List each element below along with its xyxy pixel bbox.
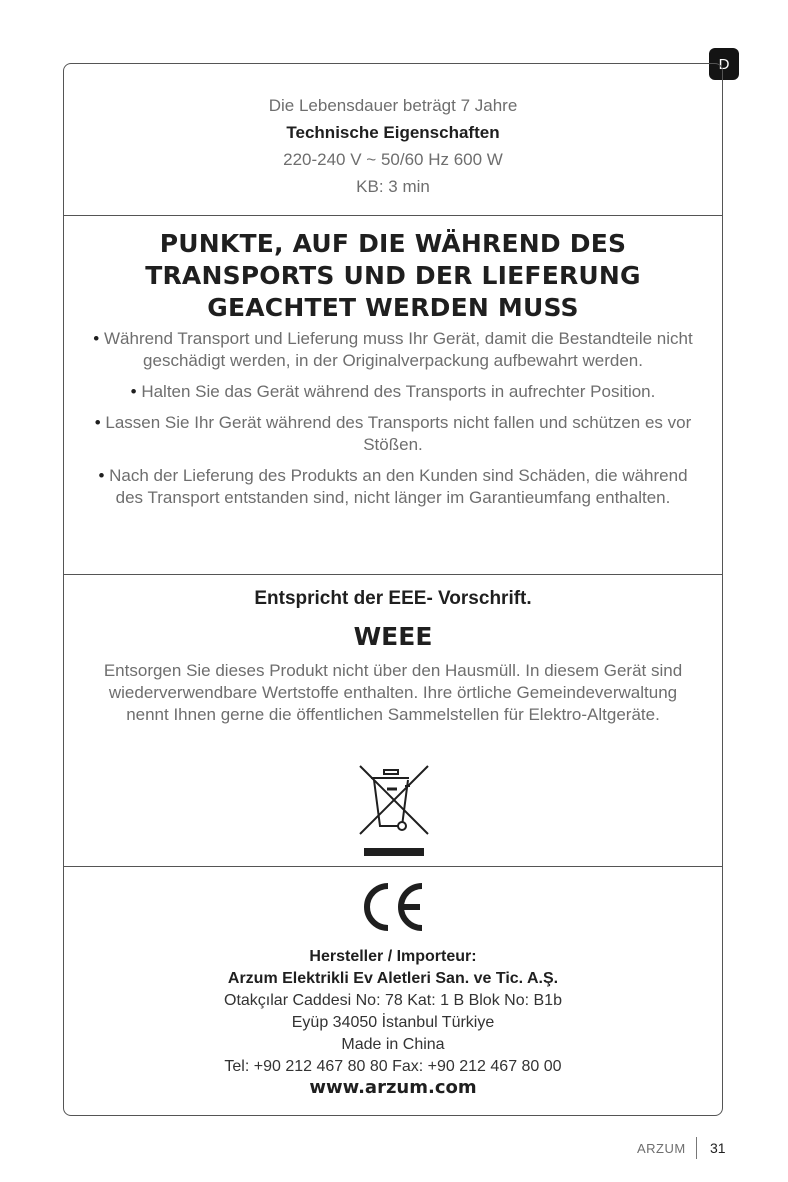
content-box <box>63 63 723 1116</box>
page-number: 31 <box>710 1140 726 1156</box>
weee-section <box>64 586 722 726</box>
website-link[interactable]: www.arzum.com <box>309 1077 477 1098</box>
footer-divider <box>696 1137 697 1159</box>
divider <box>64 866 722 867</box>
specs-text: 220-240 V ~ 50/60 Hz 600 W <box>283 150 503 169</box>
heading-line: PUNKTE, AUF DIE WÄHREND DES <box>159 229 627 258</box>
page-footer <box>620 1137 730 1159</box>
bullet-item: • Nach der Lieferung des Produkts an den Kunden sind Schäden, die während des Transport entstanden sind, nicht länger im Garantieumfang enthalten. <box>98 466 688 507</box>
crossed-out-wheelie-bin-icon <box>358 764 430 860</box>
tech-title: Technische Eigenschaften <box>286 123 500 142</box>
bullet-item: • Halten Sie das Gerät während des Transports in aufrechter Position. <box>130 382 656 401</box>
technical-section <box>64 92 722 200</box>
bullet-text: Während Transport und Lieferung muss Ihr Gerät, damit die Bestandteile nicht geschädigt werden, in der Originalverpackung aufbewahrt werden. <box>103 329 693 370</box>
language-tab: D <box>709 48 739 80</box>
address-line-2: Eyüp 34050 İstanbul Türkiye <box>291 1014 495 1031</box>
divider <box>64 215 722 216</box>
heading-line: TRANSPORTS UND DER LIEFERUNG <box>145 261 641 290</box>
company-name: Arzum Elektrikli Ev Aletleri San. ve Tic. A.Ş. <box>227 970 559 987</box>
made-in: Made in China <box>341 1036 445 1053</box>
heading-line: GEACHTET WERDEN MUSS <box>207 293 579 322</box>
bullet-text: Lassen Sie Ihr Gerät während des Transports nicht fallen und schützen es vor Stößen. <box>105 413 692 454</box>
kb-text: KB: 3 min <box>356 177 430 196</box>
manufacturer-label: Hersteller / Importeur: <box>309 948 477 965</box>
weee-text: Entsorgen Sie dieses Produkt nicht über den Hausmüll. In diesem Gerät sind wiederverwendbare Wertstoffe enthalten. Ihre örtliche Gemeindeverwaltung nennt Ihnen gerne die öffentlichen Sammelstellen für Elektro-Altgeräte. <box>103 661 683 724</box>
phone-fax: Tel: +90 212 467 80 80 Fax: +90 212 467 80 00 <box>224 1058 562 1075</box>
divider <box>64 574 722 575</box>
bullet-text: Nach der Lieferung des Produkts an den Kunden sind Schäden, die während des Transport entstanden sind, nicht länger im Garantieumfang enthalten. <box>109 466 688 507</box>
bullet-text: Halten Sie das Gerät während des Transports in aufrechter Position. <box>141 382 656 401</box>
eee-title: Entspricht der EEE- Vorschrift. <box>254 588 532 609</box>
manufacturer-section <box>64 882 722 1098</box>
transport-heading <box>64 228 722 324</box>
ce-mark-icon <box>358 882 428 932</box>
address-line-1: Otakçılar Caddesi No: 78 Kat: 1 B Blok No: B1b <box>224 992 562 1009</box>
bullet-item: • Lassen Sie Ihr Gerät während des Transports nicht fallen und schützen es vor Stößen. <box>94 413 692 454</box>
brand-name: ARZUM <box>637 1141 686 1156</box>
bullet-item: • Während Transport und Lieferung muss Ihr Gerät, damit die Bestandteile nicht geschädigt werden, in der Originalverpackung aufbewahrt werden. <box>93 329 693 370</box>
lifetime-text: Die Lebensdauer beträgt 7 Jahre <box>268 96 518 115</box>
weee-title: WEEE <box>353 622 433 651</box>
transport-section <box>64 228 722 509</box>
